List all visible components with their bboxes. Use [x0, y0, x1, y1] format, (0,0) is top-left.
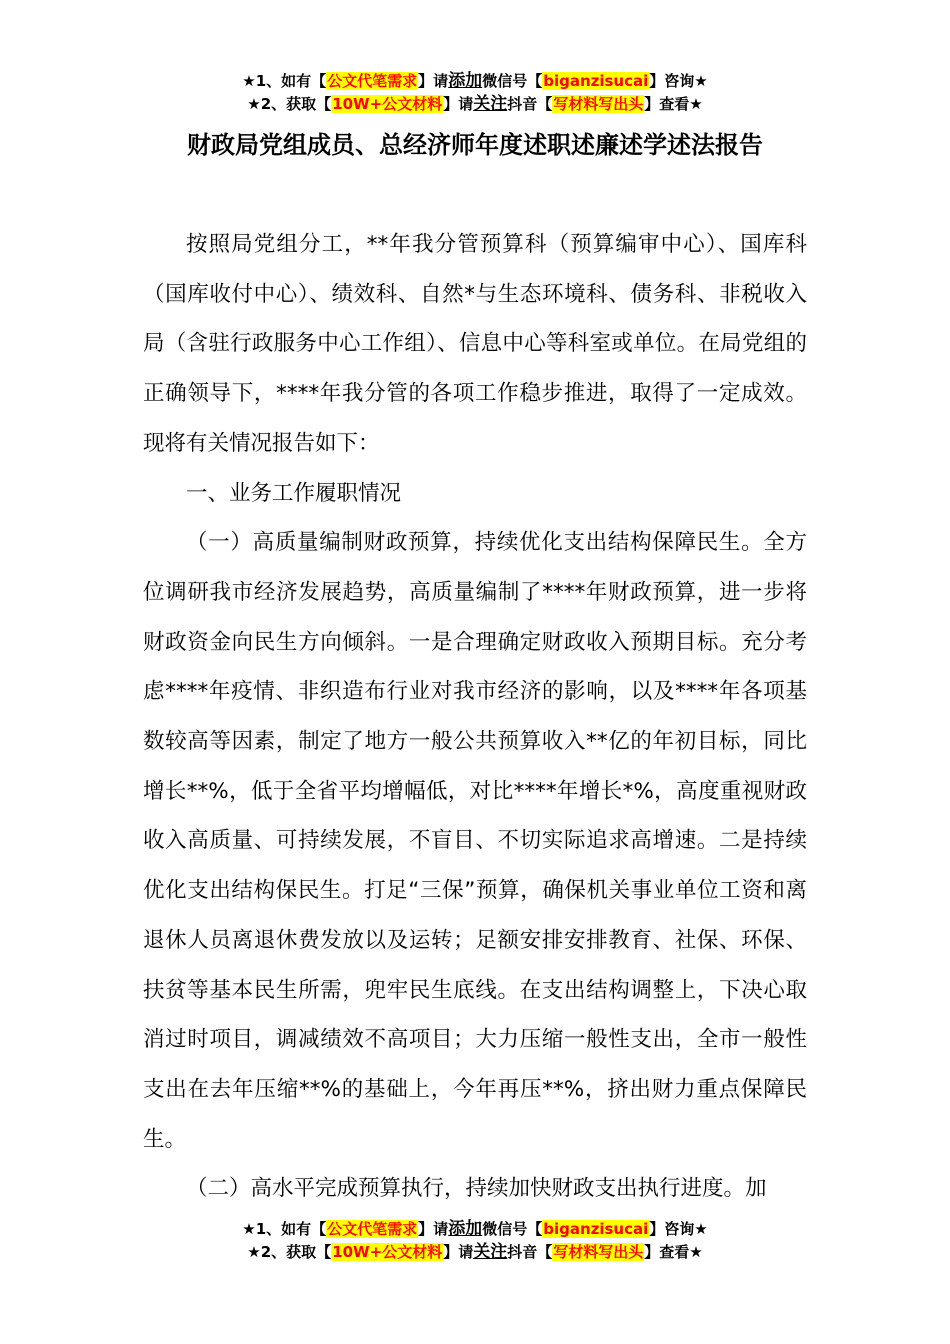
- promo-text: 】请: [418, 1220, 449, 1238]
- promo-text: 抖音【: [507, 95, 553, 113]
- promo-text: 抖音【: [507, 1243, 553, 1261]
- promo-underlined: 关注: [473, 1242, 508, 1262]
- paragraph-intro: 按照局党组分工，**年我分管预算科（预算编审中心）、国库科（国库收付中心）、绩效科、自然*与生态环境科、债务科、非税收入局（含驻行政服务中心工作组）、信息中心等科室或单位。在局党组的正确领导下，****年我分管的各项工作稳步推进，取得了一定成效。现将有关情况报告如下：: [143, 232, 807, 456]
- promo-line-2: [0, 1241, 950, 1264]
- promo-text: 】咨询★: [649, 1220, 708, 1238]
- footer-promo: [0, 1218, 950, 1264]
- section-heading: 一、业务工作履职情况: [186, 480, 402, 506]
- promo-text: ★2、获取【: [247, 95, 332, 113]
- promo-highlight: 公文代笔需求: [327, 72, 418, 90]
- promo-text: 】请: [443, 1243, 474, 1261]
- header-promo: [0, 70, 950, 116]
- promo-wechat-id: biganzisucai: [543, 72, 649, 90]
- promo-highlight: 10W+公文材料: [332, 95, 443, 113]
- promo-text: 】请: [443, 95, 474, 113]
- promo-underlined: 添加: [448, 71, 483, 91]
- promo-text: ★1、如有【: [242, 1220, 327, 1238]
- promo-line-2: [0, 93, 950, 116]
- promo-text: 】咨询★: [649, 72, 708, 90]
- promo-text: ★1、如有【: [242, 72, 327, 90]
- promo-douyin-id: 写材料写出头: [553, 95, 644, 113]
- promo-underlined: 关注: [473, 94, 508, 114]
- document-title: 财政局党组成员、总经济师年度述职述廉述学述法报告: [187, 131, 763, 159]
- paragraph-section-1: （一）高质量编制财政预算，持续优化支出结构保障民生。全方位调研我市经济发展趋势，高质量编制了****年财政预算，进一步将财政资金向民生方向倾斜。一是合理确定财政收入预期目标。充分考虑****年疫情、非织造布行业对我市经济的影响，以及****年各项基数较高等因素，制定了地方一般公共预算收入**亿的年初目标，同比增长**%，低于全省平均增幅低，对比****年增长*%，高度重视财政收入高质量、可持续发展，不盲目、不切实际追求高增速。二是持续优化支出结构保民生。打足“三保”预算，确保机关事业单位工资和离退休人员离退休费发放以及运转；足额安排安排教育、社保、环保、扶贫等基本民生所需，兜牢民生底线。在支出结构调整上，下决心取消过时项目，调减绩效不高项目；大力压缩一般性支出，全市一般性支出在去年压缩**%的基础上，今年再压**%，挤出财力重点保障民生。: [143, 530, 807, 1152]
- promo-underlined: 添加: [448, 1219, 483, 1239]
- paragraph-section-2: （二）高水平完成预算执行，持续加快财政支出执行进度。加: [186, 1176, 767, 1202]
- promo-text: ★2、获取【: [247, 1243, 332, 1261]
- promo-text: 】请: [418, 72, 449, 90]
- promo-wechat-id: biganzisucai: [543, 1220, 649, 1238]
- promo-highlight: 10W+公文材料: [332, 1243, 443, 1261]
- promo-text: 微信号【: [482, 72, 543, 90]
- promo-douyin-id: 写材料写出头: [553, 1243, 644, 1261]
- promo-text: 微信号【: [482, 1220, 543, 1238]
- promo-line-1: [0, 1218, 950, 1241]
- promo-text: 】查看★: [644, 95, 703, 113]
- document-body: [143, 220, 807, 1214]
- promo-line-1: [0, 70, 950, 93]
- promo-highlight: 公文代笔需求: [327, 1220, 418, 1238]
- promo-text: 】查看★: [644, 1243, 703, 1261]
